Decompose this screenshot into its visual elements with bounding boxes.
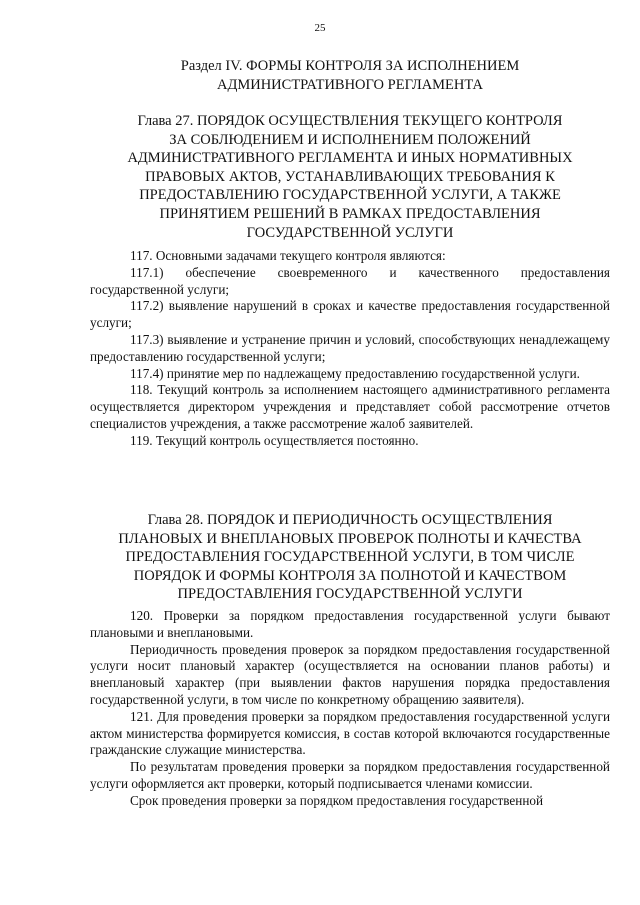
chapter-28-heading-line: ПРЕДОСТАВЛЕНИЯ ГОСУДАРСТВЕННОЙ УСЛУГИ [177,586,523,603]
chapter-27-heading-line: АДМИНИСТРАТИВНОГО РЕГЛАМЕНТА И ИНЫХ НОРМАТИВНЫХ [127,150,573,167]
chapter-27-heading [80,112,620,242]
paragraph: 117.4) принятие мер по надлежащему предоставлению государственной услуги. [130,365,580,381]
paragraph: Периодичность проведения проверок за порядком предоставления государственной услуги носит плановый характер (осуществляется на основании планов работы) и внеплановый характер (при выявлении фактов нарушения порядка предоставления государственной услуги, в том числе по конкретному обращению заявителя). [90,641,610,707]
paragraph: 121. Для проведения проверки за порядком предоставления государственной услуги актом министерства формируется комиссия, в состав которой включаются государственные гражданские служащие министерства. [90,708,610,758]
chapter-28-body [90,608,610,810]
chapter-27-body [90,248,610,450]
chapter-28-heading-line: ПОРЯДОК И ФОРМЫ КОНТРОЛЯ ЗА ПОЛНОТОЙ И КАЧЕСТВОМ [133,567,567,584]
paragraph: Срок проведения проверки за порядком предоставления государственной [130,792,544,808]
chapter-28-heading-line: ПРЕДОСТАВЛЕНИЯ ГОСУДАРСТВЕННОЙ УСЛУГИ, В ТОМ ЧИСЛЕ [125,549,575,566]
chapter-27-heading-line: ПРАВОВЫХ АКТОВ, УСТАНАВЛИВАЮЩИХ ТРЕБОВАНИЯ К [145,168,555,185]
chapter-28-heading-line: ПЛАНОВЫХ И ВНЕПЛАНОВЫХ ПРОВЕРОК ПОЛНОТЫ И КАЧЕСТВА [118,530,582,547]
paragraph: 119. Текущий контроль осуществляется постоянно. [130,432,419,448]
page-number: 25 [314,22,326,34]
chapter-27-heading-line: ГОСУДАРСТВЕННОЙ УСЛУГИ [246,224,454,241]
paragraph: 117. Основными задачами текущего контроля являются: [130,248,446,263]
section-heading [80,57,620,94]
paragraph: 117.3) выявление и устранение причин и условий, способствующих ненадлежащему предоставлению государственной услуги; [90,331,610,364]
paragraph: 120. Проверки за порядком предоставления государственной услуги бывают плановыми и внеплановыми. [90,608,610,640]
section-heading-line: Раздел IV. ФОРМЫ КОНТРОЛЯ ЗА ИСПОЛНЕНИЕМ [180,58,520,74]
paragraph: 117.2) выявление нарушений в сроках и качестве предоставления государственной услуги; [90,298,610,331]
paragraph: 118. Текущий контроль за исполнением настоящего административного регламента осуществляется директором учреждения и представляет собой рассмотрение отчетов специалистов учреждения, а также рассмотрение жалоб заявителей. [90,382,610,431]
chapter-27-heading-line: ПРИНЯТИЕМ РЕШЕНИЙ В РАМКАХ ПРЕДОСТАВЛЕНИЯ [159,205,541,222]
paragraph: По результатам проведения проверки за порядком предоставления государственной услуги оформляется акт проверки, который подписывается членами комиссии. [90,759,610,791]
section-heading-line: АДМИНИСТРАТИВНОГО РЕГЛАМЕНТА [216,76,483,93]
chapter-27-heading-line: Глава 27. ПОРЯДОК ОСУЩЕСТВЛЕНИЯ ТЕКУЩЕГО КОНТРОЛЯ [137,113,563,129]
chapter-27-heading-line: ЗА СОБЛЮДЕНИЕМ И ИСПОЛНЕНИЕМ ПОЛОЖЕНИЙ [169,131,531,148]
chapter-27-heading-line: ПРЕДОСТАВЛЕНИЮ ГОСУДАРСТВЕННОЙ УСЛУГИ, А ТАКЖЕ [139,187,561,204]
chapter-28-heading-line: Глава 28. ПОРЯДОК И ПЕРИОДИЧНОСТЬ ОСУЩЕСТВЛЕНИЯ [147,512,553,528]
chapter-28-heading [80,511,620,604]
paragraph: 117.1) обеспечение своевременного и качественного предоставления государственной услуги; [90,264,610,297]
